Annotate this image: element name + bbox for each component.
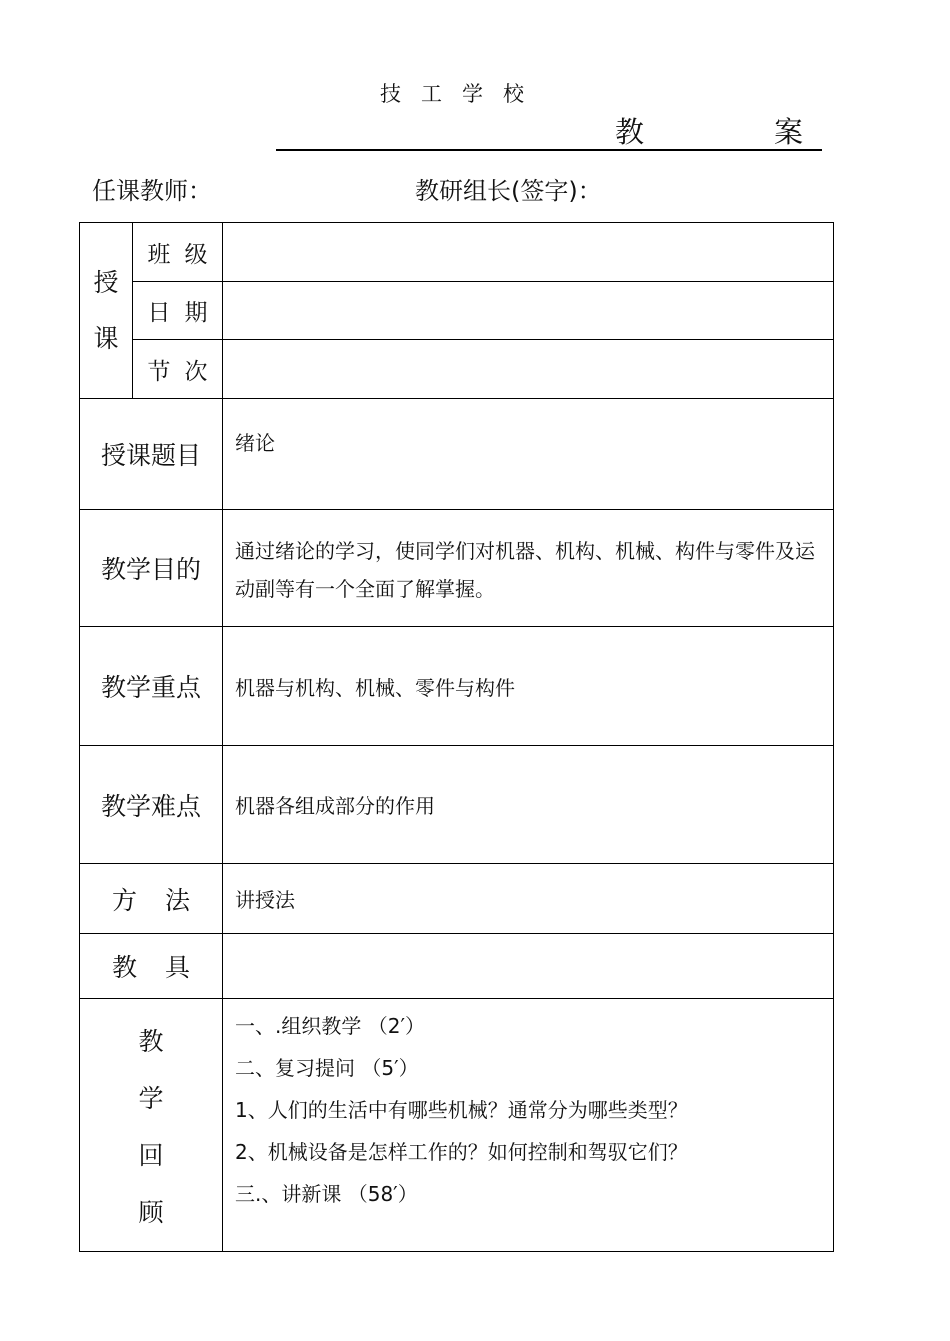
topic-row: [80, 399, 834, 510]
purpose-label: 教学目的: [80, 510, 223, 627]
method-row: [80, 864, 834, 934]
period-label: 节次: [133, 340, 223, 399]
key-points-label: 教学重点: [80, 627, 223, 746]
tools-label: 教具: [80, 934, 223, 999]
title-underline: [276, 149, 822, 151]
document-title: 教案: [615, 115, 934, 149]
class-value[interactable]: [223, 223, 834, 282]
group-leader-signature-label: 教研组长(签字)：: [415, 177, 602, 205]
review-label-char: 学: [138, 1084, 164, 1113]
tools-value[interactable]: [223, 934, 834, 999]
review-content[interactable]: [223, 999, 834, 1252]
teaching-group-char: 授: [93, 267, 119, 297]
review-row: [80, 999, 834, 1252]
review-label: [80, 999, 223, 1252]
key-points-row: [80, 627, 834, 746]
purpose-value[interactable]: 通过绪论的学习，使同学们对机器、机构、机械、构件与零件及运动副等有一个全面了解掌握。: [223, 510, 834, 627]
school-name: 技工学校: [380, 82, 544, 106]
difficulties-row: [80, 746, 834, 864]
period-row: [80, 340, 834, 399]
period-value[interactable]: [223, 340, 834, 399]
method-value[interactable]: 讲授法: [223, 864, 834, 934]
lesson-plan-table: [79, 222, 834, 1252]
date-row: [80, 282, 834, 340]
class-row: [80, 223, 834, 282]
purpose-row: [80, 510, 834, 627]
teacher-label: 任课教师：: [92, 177, 212, 205]
review-label-char: 教: [138, 1027, 164, 1056]
date-label: 日期: [133, 282, 223, 340]
method-label: 方法: [80, 864, 223, 934]
date-value[interactable]: [223, 282, 834, 340]
topic-value[interactable]: 绪论: [223, 399, 834, 510]
review-item: 三.、讲新课 （58′）: [235, 1182, 418, 1206]
review-label-char: 回: [138, 1141, 164, 1170]
topic-label: 授课题目: [80, 399, 223, 510]
difficulties-value[interactable]: 机器各组成部分的作用: [223, 746, 834, 864]
review-item: 2、机械设备是怎样工作的？如何控制和驾驭它们？: [235, 1140, 688, 1164]
review-item: 1、人们的生活中有哪些机械？通常分为哪些类型？: [235, 1098, 688, 1122]
teaching-group-char: 课: [93, 323, 119, 353]
review-label-char: 顾: [138, 1198, 164, 1227]
review-item: 一、.组织教学 （2′）: [235, 1014, 425, 1038]
class-label: 班级: [133, 223, 223, 282]
teaching-group-label: [80, 223, 133, 399]
tools-row: [80, 934, 834, 999]
review-item: 二、复习提问 （5′）: [235, 1056, 419, 1080]
key-points-value[interactable]: 机器与机构、机械、零件与构件: [223, 627, 834, 746]
difficulties-label: 教学难点: [80, 746, 223, 864]
